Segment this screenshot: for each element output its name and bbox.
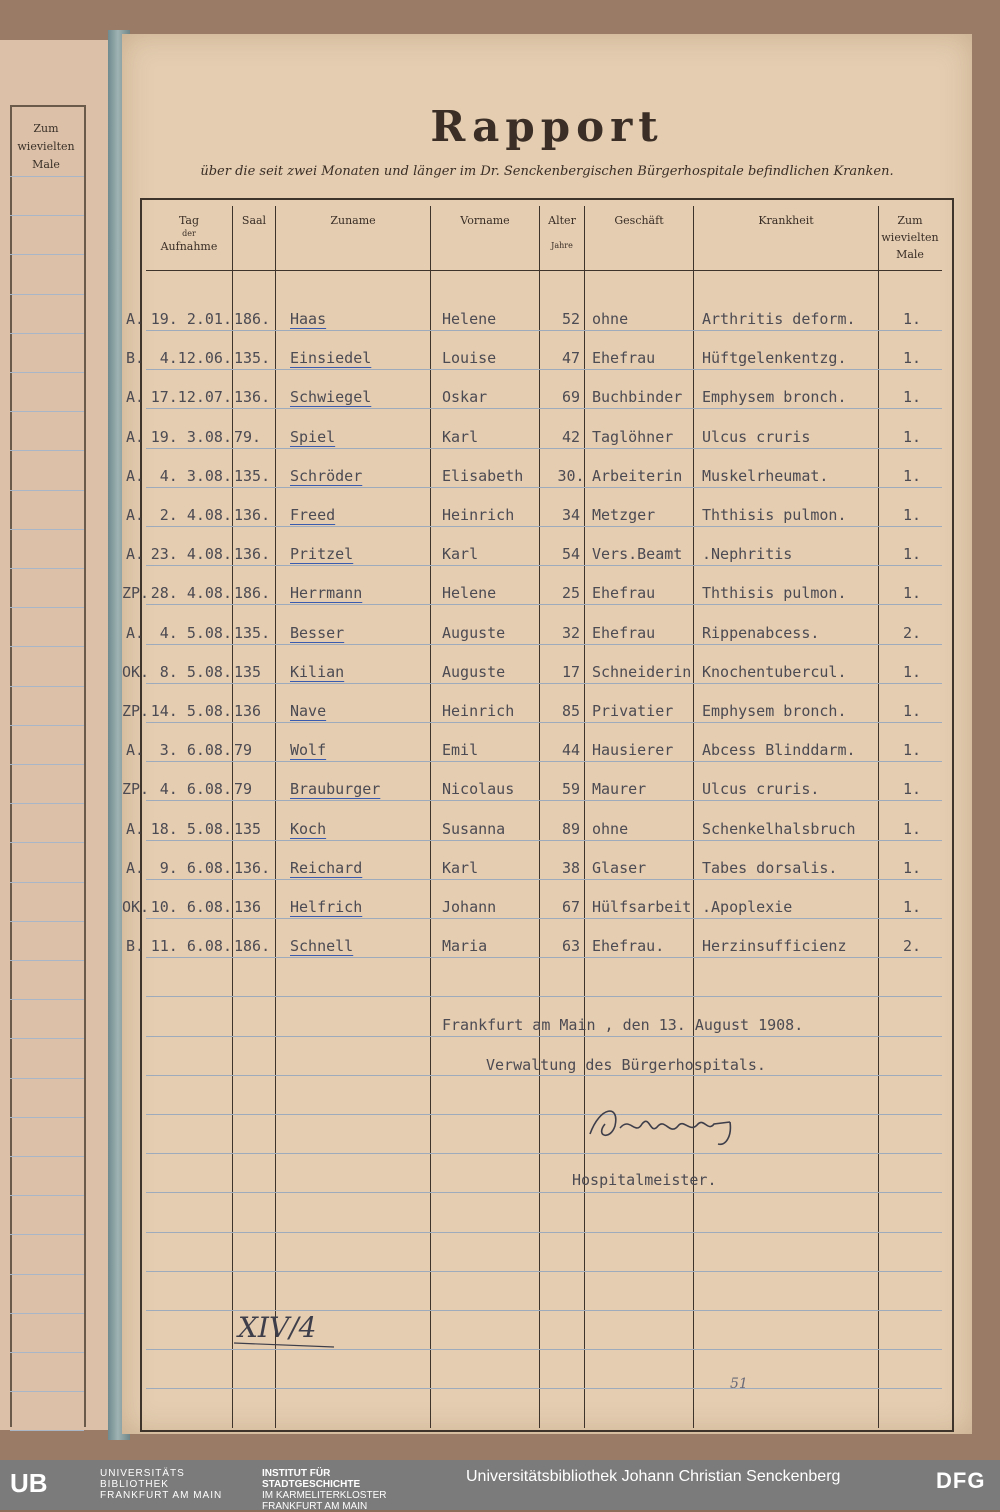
ruling-line [146,1388,942,1389]
row-times: 2. [902,623,922,642]
left-ruling-line [10,1352,84,1353]
left-page-table [10,105,86,1427]
row-first-name: Auguste [442,662,506,681]
row-illness: Emphysem bronch. [702,388,847,407]
row-room: 136 [234,898,262,916]
row-code: OK. [122,898,150,916]
row-first-name: Karl [442,858,479,877]
left-ruling-line [10,882,84,883]
row-date: 11. 6.08. [150,937,232,956]
row-first-name: Helene [442,310,497,328]
row-code: A. [125,310,144,328]
header-room: Saal [241,214,267,227]
row-date: 9. 6.08. [159,858,232,877]
left-ruling-line [10,568,84,569]
left-ruling-line [10,1391,84,1392]
header-times-line: wievielten [881,231,939,244]
ruling-line [146,1036,942,1037]
row-illness: Ththisis pulmon. [702,506,847,524]
row-times: 1. [902,858,922,877]
row-code: A. [125,545,144,564]
row-room: 79 [234,780,253,799]
row-last-name: Haas [290,310,327,328]
row-times: 1. [902,584,922,603]
left-ruling-line [10,1313,84,1314]
row-code: ZP. [122,780,150,799]
left-header-line: Zum [33,122,59,135]
header-times-line: Zum [897,214,923,227]
row-occupation: Metzger [592,506,656,524]
header-date-line: der [182,229,196,238]
row-times: 1. [902,388,922,407]
row-last-name: Schnell [290,937,354,956]
row-room: 136. [234,506,271,524]
row-age: 89 [561,819,581,838]
row-age: 38 [561,858,581,877]
row-age: 34 [561,506,581,524]
table-row [122,814,972,846]
left-page [0,40,114,1430]
row-occupation: Glaser [592,858,647,877]
row-first-name: Emil [442,741,479,760]
row-occupation: Hausierer [592,741,674,760]
row-age: 85 [561,702,581,720]
table-row [122,696,972,728]
left-ruling-line [10,1156,84,1157]
row-last-name: Nave [290,702,327,720]
document-subtitle: über die seit zwei Monaten und länger im Dr. Senckenbergischen Bürgerhospitale befindlichen Kranken. [200,164,894,179]
left-ruling-line [10,764,84,765]
footer-bar [0,1460,1000,1510]
row-last-name: Schröder [290,466,363,485]
row-times: 1. [902,466,922,485]
left-ruling-line [10,1195,84,1196]
row-illness: Ulcus cruris. [702,780,820,799]
row-date: 10. 6.08. [150,898,232,916]
isg-text-line: INSTITUT FÜR [262,1468,331,1479]
row-illness: Ththisis pulmon. [702,584,847,603]
row-last-name: Reichard [290,858,363,877]
left-ruling-line [10,646,84,647]
row-first-name: Susanna [442,819,506,838]
row-code: B. [125,937,144,956]
row-occupation: Ehefrau [592,623,656,642]
row-first-name: Johann [442,898,497,916]
left-header-line: wievielten [17,140,75,153]
closing-place-date: Frankfurt am Main , den 13. August 1908. [442,1016,804,1034]
page-number-mark: 51 [730,1376,748,1392]
row-age: 42 [561,427,581,446]
header-age [540,212,584,254]
row-date: 19. 2.01. [150,310,232,328]
row-illness: Arthritis deform. [702,310,856,328]
row-first-name: Karl [442,427,479,446]
row-date: 18. 5.08. [150,819,232,838]
left-ruling-line [10,607,84,608]
row-code: A. [125,741,144,760]
row-times: 1. [902,819,922,838]
header-times-line: Male [896,248,924,261]
row-times: 1. [902,427,922,446]
row-times: 1. [902,898,922,916]
row-room: 186. [234,937,271,956]
table-row [122,500,972,532]
header-date-line: Tag [178,214,200,227]
row-age: 32 [561,623,581,642]
header-age-line: Alter [548,214,576,227]
row-first-name: Karl [442,545,479,564]
table-row [122,422,972,454]
table-row [122,343,972,375]
row-times: 1. [902,506,922,524]
signature-image [580,1096,750,1156]
row-occupation: ohne [592,819,629,838]
row-age: 67 [561,898,581,916]
row-times: 1. [902,349,922,368]
row-first-name: Auguste [442,623,506,642]
ub-text-line: FRANKFURT AM MAIN [100,1490,223,1501]
left-ruling-line [10,842,84,843]
row-code: A. [125,819,144,838]
row-room: 186. [234,584,271,603]
row-code: ZP. [122,702,150,720]
left-ruling-line [10,490,84,491]
row-occupation: Maurer [592,780,647,799]
row-occupation: Ehefrau. [592,937,665,956]
row-room: 79. [234,427,262,446]
ub-text-line: UNIVERSITÄTS [100,1468,185,1479]
left-header-line: Male [32,158,60,171]
row-first-name: Elisabeth [442,466,524,485]
row-room: 79 [234,741,253,760]
row-code: A. [125,388,144,407]
ub-text-line: BIBLIOTHEK [100,1479,169,1490]
row-illness: Hüftgelenkentzg. [702,349,847,368]
row-last-name: Schwiegel [290,388,372,407]
row-date: 4. 5.08. [159,623,232,642]
row-illness: Rippenabcess. [702,623,820,642]
row-last-name: Herrmann [290,584,363,603]
left-ruling-line [10,725,84,726]
row-room: 135 [234,819,262,838]
row-date: 4. 3.08. [159,466,232,485]
ub-logo: UB [10,1468,48,1498]
row-age: 44 [561,741,581,760]
row-first-name: Maria [442,937,488,956]
row-last-name: Koch [290,819,327,838]
row-code: B. [125,349,144,368]
svg-text:XIV/4: XIV/4 [238,1311,317,1344]
row-last-name: Kilian [290,662,345,681]
row-occupation: Schneiderin [592,662,692,681]
row-code: A. [125,623,144,642]
left-ruling-line [10,176,84,177]
closing-role: Hospitalmeister. [572,1171,717,1189]
row-room: 136. [234,388,271,407]
row-age: 59 [561,780,581,799]
row-room: 135. [234,623,271,642]
row-illness: Ulcus cruris [702,427,811,446]
row-illness: Tabes dorsalis. [702,858,838,877]
left-ruling-line [10,921,84,922]
row-room: 136. [234,858,271,877]
isg-text-line: IM KARMELITERKLOSTER [262,1490,387,1501]
row-occupation: Ehefrau [592,584,656,603]
header-illness: Krankheit [758,214,814,227]
row-illness: Knochentubercul. [702,662,847,681]
row-room: 136. [234,545,271,564]
header-first-name: Vorname [460,214,510,227]
table-row [122,892,972,924]
header-date-line: Aufnahme [160,240,218,253]
row-code: ZP. [122,584,150,603]
row-date: 19. 3.08. [150,427,232,446]
left-ruling-line [10,411,84,412]
row-date: 4. 6.08. [159,780,232,799]
dfg-logo: DFG [936,1468,986,1493]
table-row [122,853,972,885]
row-date: 17.12.07. [150,388,232,407]
left-ruling-line [10,294,84,295]
left-ruling-line [10,529,84,530]
row-times: 2. [902,937,922,956]
row-room: 135. [234,349,271,368]
ruling-line [146,1153,942,1154]
table-row [122,382,972,414]
table-row [122,539,972,571]
library-name: Universitätsbibliothek Johann Christian Senckenberg [466,1468,841,1485]
row-date: 14. 5.08. [150,702,232,720]
row-code: A. [125,506,144,524]
row-date: 23. 4.08. [150,545,232,564]
ruling-line [146,1232,942,1233]
table-row [122,735,972,767]
row-last-name: Besser [290,623,345,642]
header-occupation: Geschäft [614,214,664,227]
row-age: 52 [561,310,581,328]
header-last-name: Zuname [330,214,376,227]
left-ruling-line [10,1234,84,1235]
left-ruling-line [10,1274,84,1275]
header-age-line: Jahre [551,241,573,250]
ruling-line [146,996,942,997]
row-first-name: Nicolaus [442,780,515,799]
row-last-name: Brauburger [290,780,381,799]
archive-mark-image [230,1299,340,1359]
isg-text-line: STADTGESCHICHTE [262,1479,361,1490]
ruling-line [146,1271,942,1272]
row-last-name: Einsiedel [290,349,372,368]
document-page [122,34,972,1434]
row-illness: .Nephritis [702,545,793,564]
ruling-line [146,1192,942,1193]
row-date: 8. 5.08. [159,662,232,681]
row-illness: Emphysem bronch. [702,702,847,720]
row-last-name: Helfrich [290,898,363,916]
row-illness: Muskelrheumat. [702,466,829,485]
left-ruling-line [10,372,84,373]
left-ruling-line [10,1117,84,1118]
row-times: 1. [902,780,922,799]
left-ruling-line [10,1038,84,1039]
isg-text [262,1468,386,1512]
row-first-name: Helene [442,584,497,603]
table-row [122,304,972,336]
row-age: 17 [561,662,581,681]
row-last-name: Spiel [290,427,336,446]
row-first-name: Louise [442,349,497,368]
row-first-name: Heinrich [442,506,515,524]
row-room: 135. [234,466,271,485]
closing-administration: Verwaltung des Bürgerhospitals. [486,1056,766,1074]
row-room: 186. [234,310,271,328]
left-ruling-line [10,999,84,1000]
header-rule [146,270,942,271]
row-code: A. [125,858,144,877]
table-row [122,578,972,610]
table-row [122,774,972,806]
left-ruling-line [10,1430,84,1431]
row-last-name: Wolf [290,741,327,760]
header-date [146,212,232,255]
row-code: OK. [122,662,150,681]
row-room: 136 [234,702,262,720]
row-occupation: Arbeiterin [592,466,683,485]
row-date: 3. 6.08. [159,741,232,760]
document-title: Rapport [430,102,664,151]
row-occupation: Vers.Beamt [592,545,683,564]
table-row [122,618,972,650]
header-times [879,212,941,263]
row-illness: Schenkelhalsbruch [702,819,856,838]
row-occupation: Buchbinder [592,388,683,407]
table-row [122,657,972,689]
row-age: 63 [561,937,581,956]
left-ruling-line [10,450,84,451]
row-occupation: ohne [592,310,629,328]
row-last-name: Pritzel [290,545,354,564]
left-ruling-line [10,960,84,961]
row-age: 54 [561,545,581,564]
left-ruling-line [10,333,84,334]
row-age: 47 [561,349,581,368]
row-illness: Abcess Blinddarm. [702,741,856,760]
left-ruling-line [10,803,84,804]
row-code: A. [125,427,144,446]
row-room: 135 [234,662,262,681]
row-illness: .Apoplexie [702,898,793,916]
left-ruling-line [10,1078,84,1079]
row-last-name: Freed [290,506,336,524]
row-occupation: Ehefrau [592,349,656,368]
row-age: 25 [561,584,581,603]
left-page-header [12,120,80,174]
left-ruling-line [10,686,84,687]
row-occupation: Taglöhner [592,427,674,446]
ub-text [100,1468,222,1501]
row-times: 1. [902,310,922,328]
row-first-name: Heinrich [442,702,515,720]
row-occupation: Hülfsarbeit [592,898,692,916]
row-times: 1. [902,662,922,681]
ruling-line [146,1114,942,1115]
row-age: 69 [561,388,581,407]
row-occupation: Privatier [592,702,674,720]
isg-text-line: FRANKFURT AM MAIN [262,1501,368,1512]
row-times: 1. [902,545,922,564]
row-times: 1. [902,741,922,760]
left-ruling-line [10,254,84,255]
row-date: 2. 4.08. [159,506,232,524]
row-date: 4.12.06. [159,349,232,368]
table-row [122,931,972,963]
row-age: 30. [557,466,585,485]
row-times: 1. [902,702,922,720]
row-date: 28. 4.08. [150,584,232,603]
row-illness: Herzinsufficienz [702,937,847,956]
row-code: A. [125,466,144,485]
row-first-name: Oskar [442,388,488,407]
table-row [122,461,972,493]
left-ruling-line [10,215,84,216]
ruling-line [146,1075,942,1076]
